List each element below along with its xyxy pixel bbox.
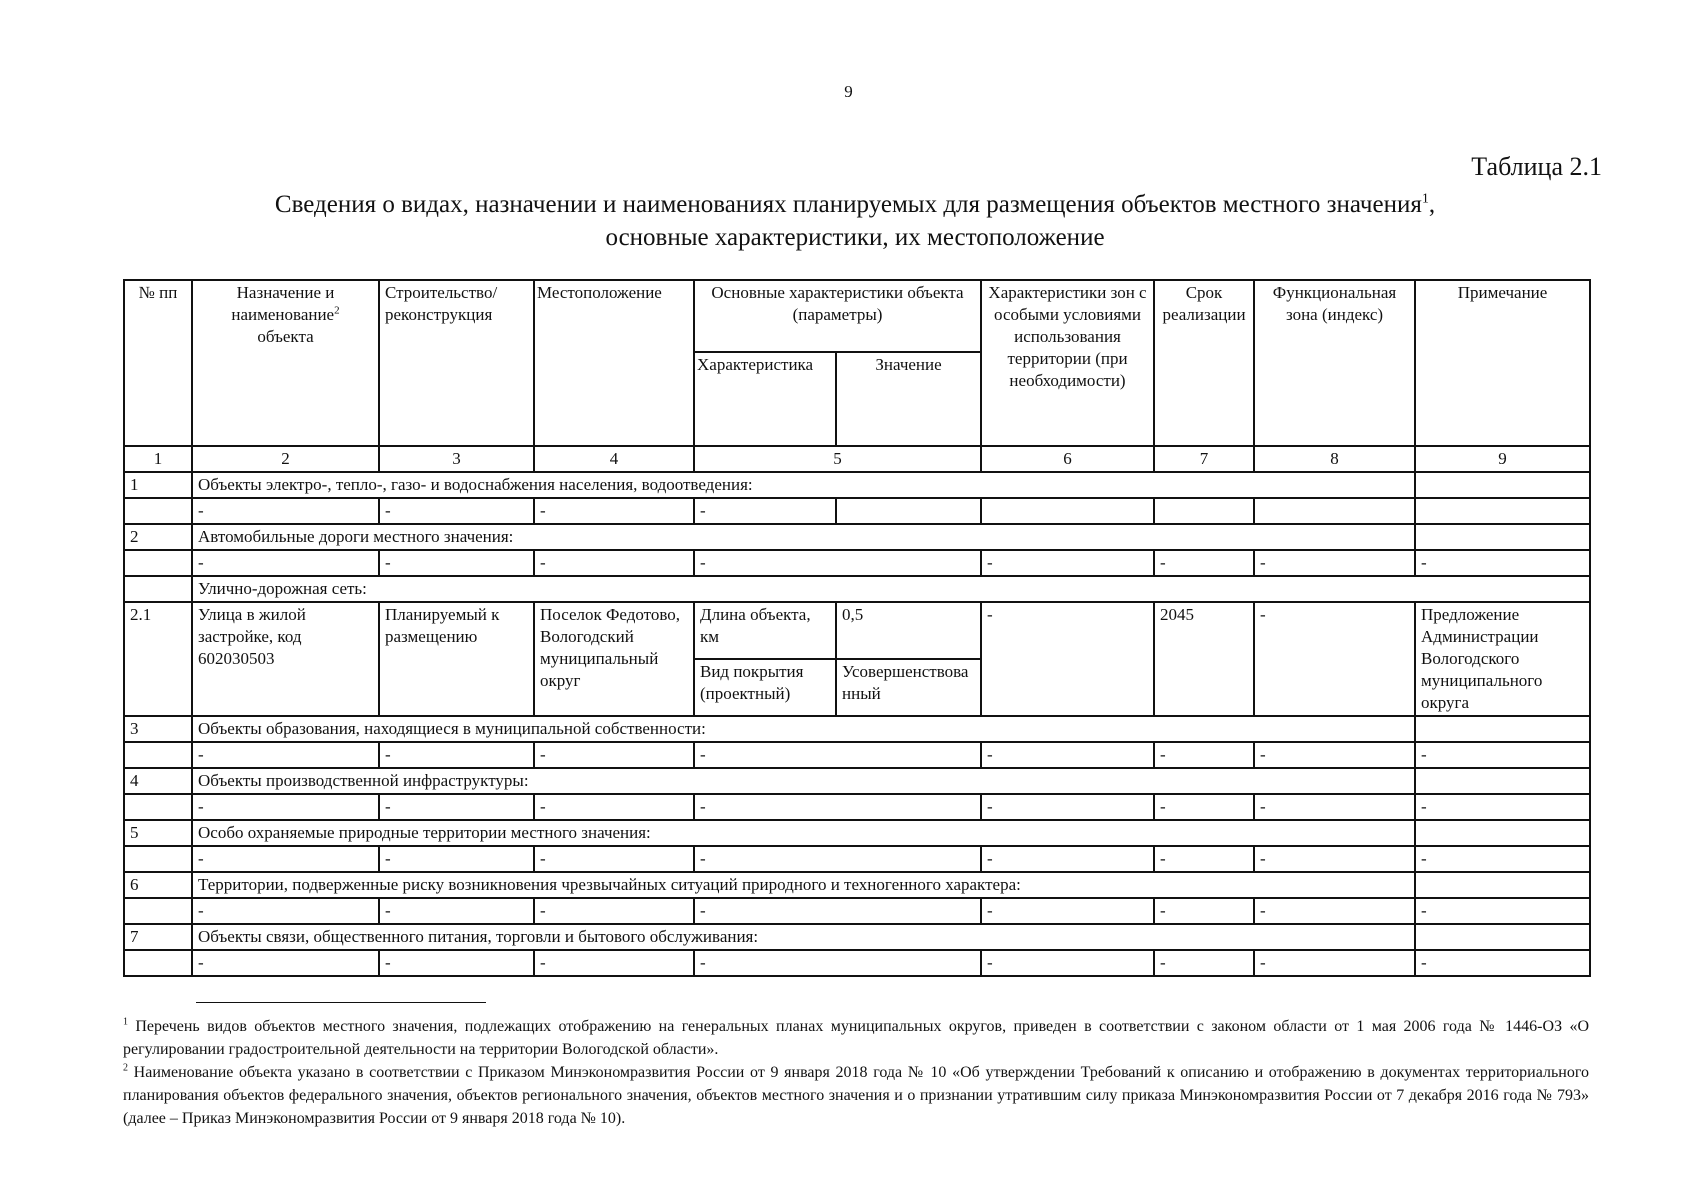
empty-cell [1415,820,1590,846]
header-note: Примечание [1415,280,1590,446]
header-name-text: Назначение и наименование [231,283,335,324]
empty-cell [124,742,192,768]
header-name-footnote-mark: 2 [334,304,340,317]
dash-cell: - [694,742,981,768]
dash-cell: - [1415,794,1590,820]
dash-cell: - [1254,950,1415,976]
title-line2: основные характеристики, их местоположение [605,224,1105,251]
empty-cell [124,498,192,524]
footnote-1-text: Перечень видов объектов местного значения, подлежащих отображению на генеральных планах муниципальных округов, приведен в соответствии с законом области от 1 мая 2006 года № 1446-ОЗ «О регулировании градостроительной деятельности на территории Вологодской области». [123,1018,1589,1058]
section-number: 6 [124,872,192,898]
dash-cell: - [1254,794,1415,820]
dash-cell: - [1415,846,1590,872]
dash-cell: - [1154,794,1254,820]
header-name [192,280,379,446]
header-zones: Характеристики зон с особыми условиями использования территории (при необходимости) [981,280,1154,446]
column-number: 2 [192,446,379,472]
section-number: 1 [124,472,192,498]
dash-cell: - [379,950,534,976]
empty-cell [1154,498,1254,524]
column-number: 6 [981,446,1154,472]
empty-cell [124,950,192,976]
section-number: 4 [124,768,192,794]
empty-cell [1415,498,1590,524]
dash-cell: - [981,742,1154,768]
dash-cell: - [192,794,379,820]
header-func-zone: Функциональная зона (индекс) [1254,280,1415,446]
dash-cell: - [694,898,981,924]
item-value: Усовершенствованный [836,659,981,716]
item-zones: - [981,602,1154,716]
dash-cell: - [534,550,694,576]
page-number: 9 [844,82,853,101]
dash-cell: - [981,550,1154,576]
footnote-2-text: Наименование объекта указано в соответствии с Приказом Минэкономразвития России от 9 января 2018 года № 10 «Об утверждении Требований к описанию и отображению в документах территориального планирования объектов федерального значения, объектов регионального значения, объектов местного значения и о признании утратившим силу приказа Минэкономразвития России от 7 декабря 2016 года № 793» (далее – Приказ Минэкономразвития России от 9 января 2018 года № 10). [123,1064,1589,1127]
empty-cell [1415,924,1590,950]
dash-cell: - [1154,846,1254,872]
item-note: Предложение Администрации Вологодского муниципального округа [1415,602,1590,716]
item-number: 2.1 [124,602,192,716]
dash-cell: - [192,950,379,976]
dash-cell: - [1415,550,1590,576]
dash-cell: - [534,794,694,820]
header-term: Срок реализации [1154,280,1254,446]
dash-cell: - [981,950,1154,976]
footnote-1-mark: 1 [123,1016,128,1028]
empty-cell [1415,472,1590,498]
column-number: 5 [694,446,981,472]
title-line1-tail: , [1428,191,1436,218]
header-construction: Строительство/ реконструкция [379,280,534,446]
dash-cell: - [694,498,836,524]
section-title: Территории, подверженные риску возникновения чрезвычайных ситуаций природного и техногенного характера: [192,872,1415,898]
dash-cell: - [379,498,534,524]
footnotes [123,1015,1589,1130]
section-number: 7 [124,924,192,950]
empty-cell [1415,768,1590,794]
table-title [150,188,1560,254]
dash-cell: - [981,794,1154,820]
dash-cell: - [534,898,694,924]
dash-cell: - [379,550,534,576]
section-title: Объекты электро-, тепло-, газо- и водоснабжения населения, водоотведения: [192,472,1415,498]
title-footnote-mark: 1 [1421,191,1429,207]
column-number: 9 [1415,446,1590,472]
dash-cell: - [1254,846,1415,872]
column-number: 1 [124,446,192,472]
item-characteristic: Длина объекта, км [694,602,836,659]
dash-cell: - [379,794,534,820]
dash-cell: - [379,742,534,768]
header-name-tail: объекта [257,327,314,346]
empty-cell [1254,498,1415,524]
empty-cell [124,846,192,872]
section-number: 2 [124,524,192,550]
dash-cell: - [192,846,379,872]
title-line1: Сведения о видах, назначении и наименованиях планируемых для размещения объектов местного значения [274,191,1422,218]
item-name: Улица в жилой застройке, код 602030503 [192,602,379,716]
item-construction: Планируемый к размещению [379,602,534,716]
dash-cell: - [1254,742,1415,768]
section-title: Объекты образования, находящиеся в муниципальной собственности: [192,716,1415,742]
column-number: 8 [1254,446,1415,472]
footnote-1 [123,1015,1589,1061]
section-title: Особо охраняемые природные территории местного значения: [192,820,1415,846]
header-characteristic: Характеристика [694,352,836,446]
dash-cell: - [1254,898,1415,924]
empty-cell [124,898,192,924]
empty-cell [836,498,981,524]
dash-cell: - [1154,898,1254,924]
objects-table [123,279,1591,977]
header-location: Местоположение [534,280,694,446]
dash-cell: - [534,950,694,976]
footnote-2 [123,1061,1589,1130]
table-label: Таблица 2.1 [1471,152,1602,181]
dash-cell: - [192,898,379,924]
dash-cell: - [694,846,981,872]
header-main-chars: Основные характеристики объекта (параметры) [694,280,981,352]
dash-cell: - [981,898,1154,924]
dash-cell: - [534,846,694,872]
empty-cell [124,794,192,820]
header-value: Значение [836,352,981,446]
section-number: 3 [124,716,192,742]
dash-cell: - [379,846,534,872]
empty-cell [124,576,192,602]
dash-cell: - [1154,550,1254,576]
item-func-zone: - [1254,602,1415,716]
dash-cell: - [1415,950,1590,976]
item-term: 2045 [1154,602,1254,716]
dash-cell: - [192,550,379,576]
footnote-divider [196,1002,486,1003]
empty-cell [981,498,1154,524]
dash-cell: - [981,846,1154,872]
column-number: 4 [534,446,694,472]
dash-cell: - [1415,898,1590,924]
dash-cell: - [534,742,694,768]
empty-cell [1415,872,1590,898]
item-characteristic: Вид покрытия (проектный) [694,659,836,716]
dash-cell: - [694,950,981,976]
dash-cell: - [192,498,379,524]
dash-cell: - [1254,550,1415,576]
dash-cell: - [694,794,981,820]
section-title: Объекты производственной инфраструктуры: [192,768,1415,794]
column-number: 3 [379,446,534,472]
footnote-2-mark: 2 [123,1062,128,1074]
dash-cell: - [694,550,981,576]
section-title: Автомобильные дороги местного значения: [192,524,1415,550]
column-number: 7 [1154,446,1254,472]
item-value: 0,5 [836,602,981,659]
dash-cell: - [379,898,534,924]
dash-cell: - [192,742,379,768]
dash-cell: - [534,498,694,524]
empty-cell [1415,716,1590,742]
dash-cell: - [1154,950,1254,976]
empty-cell [124,550,192,576]
dash-cell: - [1415,742,1590,768]
item-location: Поселок Федотово, Вологодский муниципальный округ [534,602,694,716]
subsection-title: Улично-дорожная сеть: [192,576,1590,602]
section-number: 5 [124,820,192,846]
header-num: № пп [124,280,192,446]
empty-cell [1415,524,1590,550]
section-title: Объекты связи, общественного питания, торговли и бытового обслуживания: [192,924,1415,950]
dash-cell: - [1154,742,1254,768]
